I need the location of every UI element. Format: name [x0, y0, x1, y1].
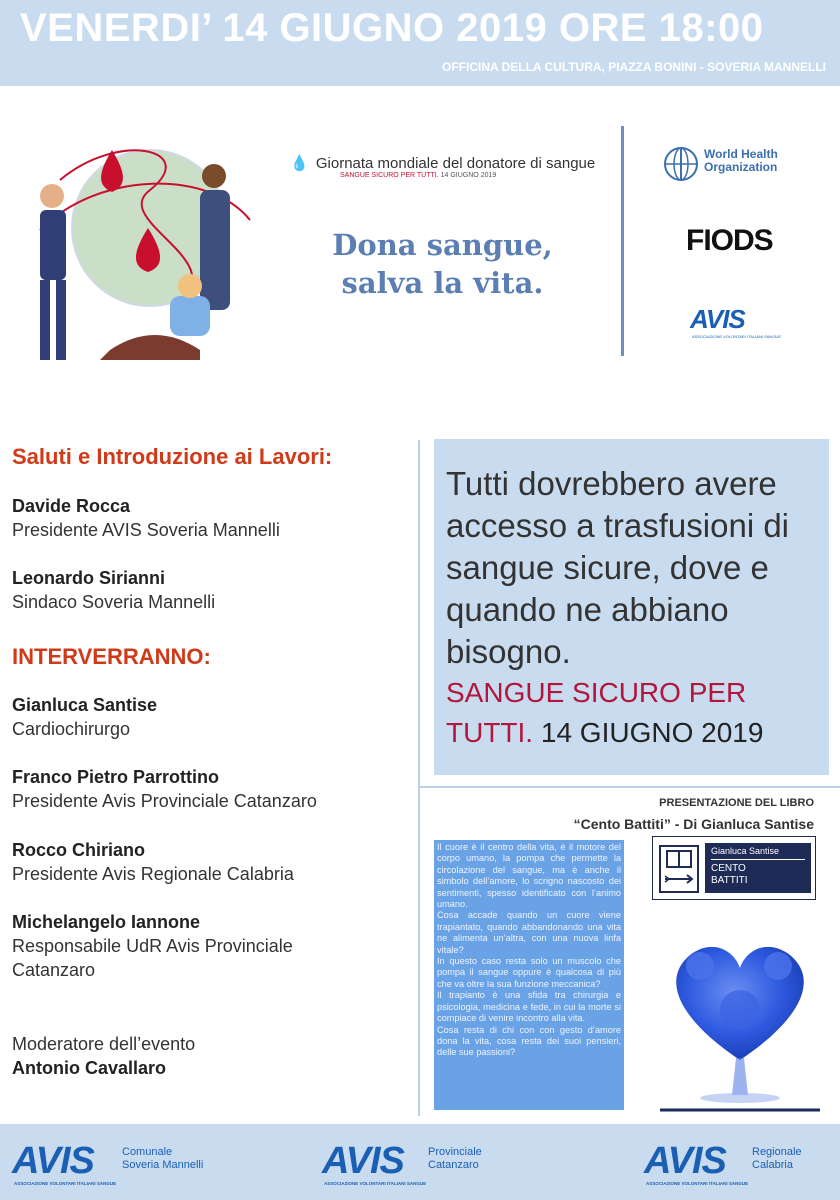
who-line-1: World Health [704, 147, 778, 161]
blood-drop-icon: 💧 [290, 155, 309, 172]
intro-heading: Saluti e Introduzione ai Lavori: [12, 444, 333, 469]
campaign-name-text: Giornata mondiale del donatore di sangue [315, 155, 596, 172]
avis-wordmark: AVIS [644, 1140, 726, 1182]
synopsis-paragraph: Cosa resta di chi con con gesto d’amore dona la vita, cosa resta dei suoi pensieri, delle sue passioni? [437, 1024, 621, 1058]
avis-level-label [122, 1146, 203, 1172]
arrow-emblem-icon [661, 847, 697, 891]
footer-band [0, 1124, 840, 1200]
tagline-red: SANGUE SICURO PER TUTTI. [446, 677, 747, 748]
donors-illustration [0, 110, 290, 390]
avis-wordmark: AVIS [322, 1140, 404, 1182]
cover-title-1: CENTO [711, 863, 746, 874]
avis-level-label [428, 1146, 482, 1172]
speaker-name: Michelangelo Iannone [12, 912, 201, 932]
avis-logo: AVIS [690, 304, 745, 334]
speaker-role: Sindaco Soveria Mannelli [12, 592, 216, 612]
column-divider [418, 440, 420, 1116]
campaign-subline [340, 172, 496, 179]
avis-place: Catanzaro [428, 1159, 479, 1171]
who-line-2: Organization [704, 160, 778, 174]
campaign-sub-red: SANGUE SICURO PER TUTTI. [340, 172, 439, 179]
synopsis-paragraph: Il cuore è il centro della vita, è il motore del corpo umano, la pompa che permette la circolazione del sangue, ma è anche il simbolo dell’amore, lo scrigno nascosto dei sentimenti, spesso identificato con l’animo umano. [437, 842, 621, 910]
book-synopsis [434, 840, 624, 1110]
blue-heart-image [660, 930, 820, 1115]
speaker-name: Rocco Chiriano [12, 840, 146, 860]
speaker-role: Presidente Avis Regionale Calabria [12, 864, 294, 884]
header-band [0, 0, 840, 86]
speaker-name: Franco Pietro Parrottino [12, 767, 220, 787]
avis-level: Regionale [752, 1146, 802, 1158]
synopsis-paragraph: Il trapianto è una sfida tra chirurgia e psicologia, medicina e fede, in cui la morte si compiace di venire incontro alla vita. [437, 990, 621, 1024]
avis-place: Calabria [752, 1159, 793, 1171]
cover-panel [705, 843, 811, 893]
event-venue: OFFICINA DELLA CULTURA, PIAZZA BONINI - SOVERIA MANNELLI [442, 60, 826, 74]
synopsis-paragraph: Cosa accade quando un cuore viene trapiantato, quando abbandonando una vita ne alimenta un’altra, con una nuova linfa vitale? [437, 910, 621, 955]
speaker-name: Davide Rocca [12, 496, 131, 516]
book-cover [652, 836, 816, 900]
avis-provinciale-logo [322, 1140, 482, 1186]
quote-text: Tutti dovrebbero avere accesso a trasfusioni di sangue sicure, dove e quando ne abbiano bisogno. [446, 465, 790, 670]
avis-level: Comunale [122, 1146, 173, 1158]
speakers-heading: INTERVERRANNO: [12, 644, 211, 669]
moderator-name: Antonio Cavallaro [12, 1058, 167, 1078]
avis-wordmark: AVIS [12, 1140, 94, 1182]
banner-divider [621, 126, 624, 356]
synopsis-paragraph: In questo caso resta solo un muscolo che pompa il sangue oppure è qualcosa di più che va oltre la sua funzione meccanica? [437, 956, 621, 989]
tagline-date: 14 GIUGNO 2019 [540, 717, 764, 748]
fiods-logo: FIODS [686, 224, 773, 257]
avis-tagline: ASSOCIAZIONE VOLONTARI ITALIANI SANGUE [692, 334, 781, 339]
quote-box [434, 439, 829, 775]
speaker-role: Responsabile UdR Avis Provinciale Catanzaro [12, 936, 293, 980]
avis-tagline: ASSOCIAZIONE VOLONTARI ITALIANI SANGUE [646, 1181, 749, 1186]
speaker-role: Cardiochirurgo [12, 719, 131, 739]
cover-author: Gianluca Santise [711, 846, 780, 856]
section-divider [420, 786, 840, 788]
slogan-line-1: Dona sangue, [332, 228, 553, 262]
avis-level-label [752, 1146, 802, 1172]
moderator-label: Moderatore dell’evento [12, 1034, 196, 1054]
avis-level: Provinciale [428, 1146, 482, 1158]
avis-tagline: ASSOCIAZIONE VOLONTARI ITALIANI SANGUE [14, 1181, 117, 1186]
avis-place: Soveria Mannelli [122, 1159, 204, 1171]
quote-tagline [446, 673, 826, 753]
book-title: “Cento Battiti” - Di Gianluca Santise [573, 816, 814, 832]
cover-title-2: BATTITI [711, 875, 748, 886]
avis-comunale-logo [12, 1140, 204, 1186]
book-label: PRESENTAZIONE DEL LIBRO [659, 797, 814, 809]
speaker-role: Presidente Avis Provinciale Catanzaro [12, 791, 317, 811]
avis-tagline: ASSOCIAZIONE VOLONTARI ITALIANI SANGUE [324, 1181, 427, 1186]
speaker-name: Leonardo Sirianni [12, 568, 166, 588]
who-logo [662, 146, 778, 187]
avis-regionale-logo [644, 1140, 802, 1186]
event-date-title: VENERDI’ 14 GIUGNO 2019 ORE 18:00 [20, 6, 764, 50]
speaker-name: Gianluca Santise [12, 695, 158, 715]
campaign-banner [0, 110, 840, 390]
who-name [704, 148, 778, 174]
who-emblem-icon [662, 146, 700, 182]
cover-rule [711, 859, 805, 860]
slogan-line-2: salva la vita. [341, 266, 544, 300]
speaker-role: Presidente AVIS Soveria Mannelli [12, 520, 280, 540]
slogan [300, 226, 585, 302]
cover-title [711, 863, 747, 887]
campaign-name [290, 154, 595, 172]
cento-battiti-mark-icon [659, 845, 699, 893]
campaign-sub-date: 14 GIUGNO 2019 [440, 172, 497, 179]
